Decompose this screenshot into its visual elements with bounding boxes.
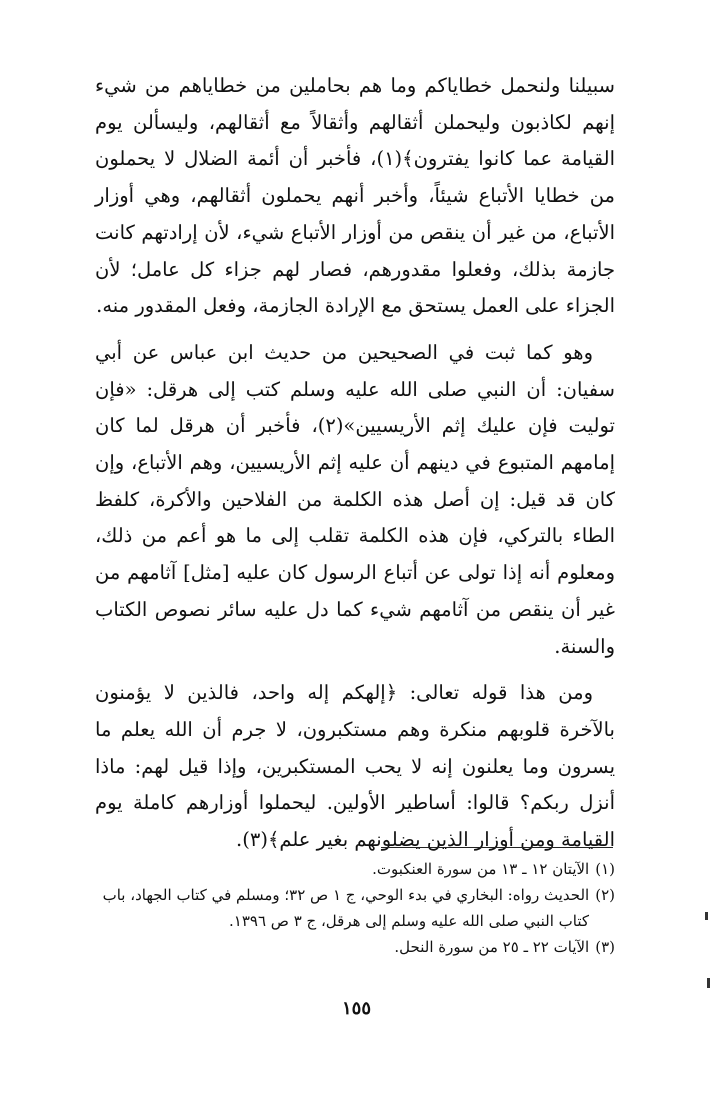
footnote-2-continuation bbox=[95, 908, 615, 934]
text-line: الأريسيين، وهم الأتباع، وإن كان قد قيل: إن أصل هذه الكلمة من bbox=[95, 451, 616, 511]
footnote-number: (٣) bbox=[595, 938, 615, 956]
text-line: [مثل] آثامهم من غير أن ينقص من آثامهم شيء كما دل عليه سائر bbox=[95, 561, 615, 621]
footnote-divider bbox=[381, 847, 613, 848]
footnote-text: الحديث رواه: البخاري في بدء الوحي، ج ١ ص ٣٢؛ ومسلم في كتاب الجهاد، باب bbox=[102, 886, 590, 904]
footnote-3 bbox=[95, 934, 615, 960]
paragraph-1 bbox=[95, 68, 615, 325]
paragraph-2 bbox=[95, 335, 615, 665]
footnote-text: كتاب النبي صلى الله عليه وسلم إلى هرقل، ج ٣ ص ١٣٩٦. bbox=[229, 912, 589, 930]
footnote-text: الآيتان ١٢ ـ ١٣ من سورة العنكبوت. bbox=[372, 860, 590, 878]
text-line: قلوبهم منكرة وهم مستكبرون، لا جرم أن الله يعلم ما يسرون وما يعلنون إنه bbox=[95, 717, 615, 778]
footnote-2 bbox=[95, 882, 615, 908]
text-line: لا يحب المستكبرين، وإذا قيل لهم: ماذا أنزل ربكم؟ قالوا: أساطير bbox=[95, 754, 616, 815]
scan-speck bbox=[707, 978, 710, 988]
text-line: يفترون﴾(١)، فأخبر أن أئمة الضلال لا يحملون من خطايا الأتباع شيئاً، bbox=[95, 147, 616, 208]
page-number: ١٥٥ bbox=[341, 998, 371, 1019]
text-line: ومن هذا قوله تعالى: ﴿إلهكم إله واحد، فالذين لا يؤمنون بالآخرة bbox=[95, 681, 615, 741]
text-line: الأولين. ليحملوا أوزارهم كاملة يوم القيامة ومن أوزار الذين يضلونهم bbox=[95, 791, 615, 852]
text-line: بغير علم﴾(٣). bbox=[236, 828, 349, 852]
text-line: لكاذبون وليحملن أثقالهم وأثقالاً مع أثقالهم، وليسألن يوم القيامة عما كانوا bbox=[95, 110, 615, 171]
text-line: الفلاحين والأكرة، كلفظ الطاء بالتركي، فإن هذه الكلمة تقلب إلى bbox=[95, 487, 615, 548]
text-line: فصار لهم جزاء كل عامل؛ لأن الجزاء على العمل يستحق مع الإرادة bbox=[95, 257, 615, 318]
footnote-text: الآيات ٢٢ ـ ٢٥ من سورة النحل. bbox=[394, 938, 590, 956]
text-line: الجازمة، وفعل المقدور منه. bbox=[96, 294, 319, 318]
scan-speck bbox=[705, 912, 708, 920]
text-line: وأخبر أنهم يحملون أثقالهم، وهي أوزار الأتباع، من غير أن ينقص من bbox=[95, 184, 616, 244]
main-text bbox=[95, 68, 615, 859]
text-line: سبيلنا ولنحمل خطاياكم وما هم بحاملين من خطاياهم من شيء إنهم bbox=[95, 74, 616, 134]
text-line: ما هو أعم من ذلك، ومعلوم أنه إذا تولى عن أتباع الرسول كان عليه bbox=[95, 524, 615, 585]
footnotes bbox=[95, 856, 615, 960]
paragraph-3 bbox=[95, 675, 615, 859]
text-line: أوزار الأتباع شيء، لأن إرادتهم كانت جازمة بذلك، وفعلوا مقدورهم، bbox=[95, 220, 615, 281]
footnote-number: (١) bbox=[595, 860, 615, 878]
text-line: الأريسيين»(٢)، فأخبر أن هرقل لما كان إمامهم المتبوع في دينهم أن عليه إثم bbox=[95, 414, 615, 475]
text-line: أن النبي صلى الله عليه وسلم كتب إلى هرقل: «فإن توليت فإن عليك إثم bbox=[95, 377, 615, 438]
text-line: نصوص الكتاب والسنة. bbox=[95, 597, 615, 658]
footnote-number: (٢) bbox=[595, 886, 615, 904]
text-line: وهو كما ثبت في الصحيحين من حديث ابن عباس عن أبي سفيان: bbox=[95, 340, 615, 401]
footnote-1 bbox=[95, 856, 615, 882]
